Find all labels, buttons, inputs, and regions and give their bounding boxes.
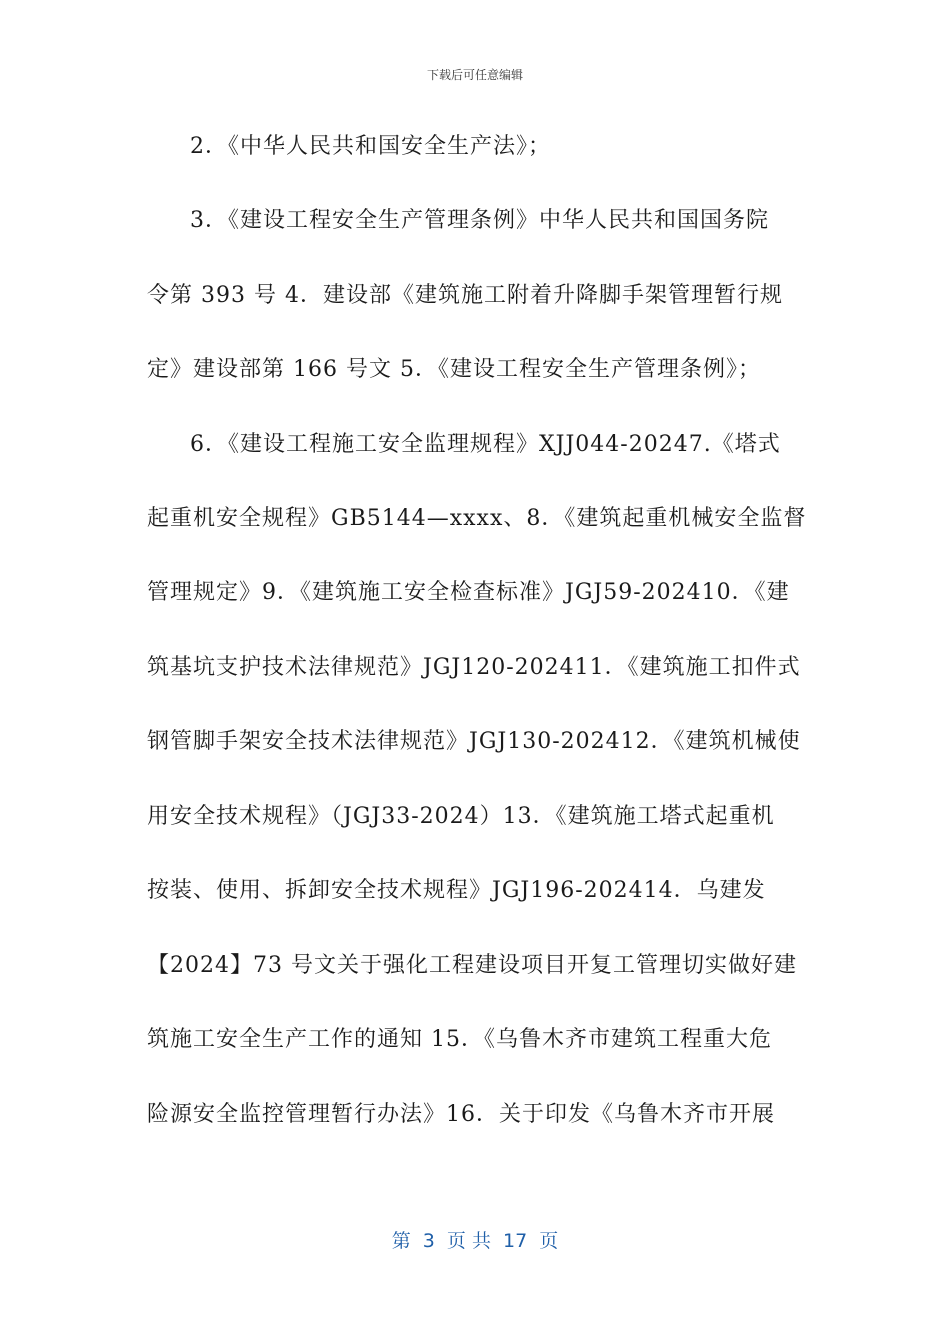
body-line: 令第 393 号 4．建设部《建筑施工附着升降脚手架管理暂行规 (147, 283, 783, 308)
body-line: 用安全技术规程》（JGJ33-2024）13．《建筑施工塔式起重机 (147, 804, 775, 829)
body-line: 筑基坑支护技术法律规范》JGJ120-202411．《建筑施工扣件式 (147, 655, 801, 680)
body-line: 险源安全监控管理暂行办法》16．关于印发《乌鲁木齐市开展 (147, 1102, 775, 1127)
body-line: 钢管脚手架安全技术法律规范》JGJ130-202412．《建筑机械使 (147, 729, 801, 754)
body-line: 2．《中华人民共和国安全生产法》； (190, 134, 551, 159)
body-line: 按装、使用、拆卸安全技术规程》JGJ196-202414．乌建发 (147, 878, 766, 903)
body-line: 【2024】73 号文关于强化工程建设项目开复工管理切实做好建 (147, 953, 797, 978)
body-line: 6．《建设工程施工安全监理规程》XJJ044-20247.《塔式 (190, 432, 781, 457)
body-line: 定》建设部第 166 号文 5．《建设工程安全生产管理条例》； (147, 357, 761, 382)
page-number: 第 3 页 共 17 页 (391, 1230, 559, 1252)
body-line: 筑施工安全生产工作的通知 15．《乌鲁木齐市建筑工程重大危 (147, 1027, 772, 1052)
header-note: 下载后可任意编辑 (426, 68, 523, 82)
body-line: 3．《建设工程安全生产管理条例》中华人民共和国国务院 (190, 208, 769, 233)
body-line: 管理规定》9．《建筑施工安全检查标准》JGJ59-202410．《建 (147, 580, 790, 605)
body-line: 起重机安全规程》GB5144—xxxx、8．《建筑起重机械安全监督 (147, 506, 807, 531)
